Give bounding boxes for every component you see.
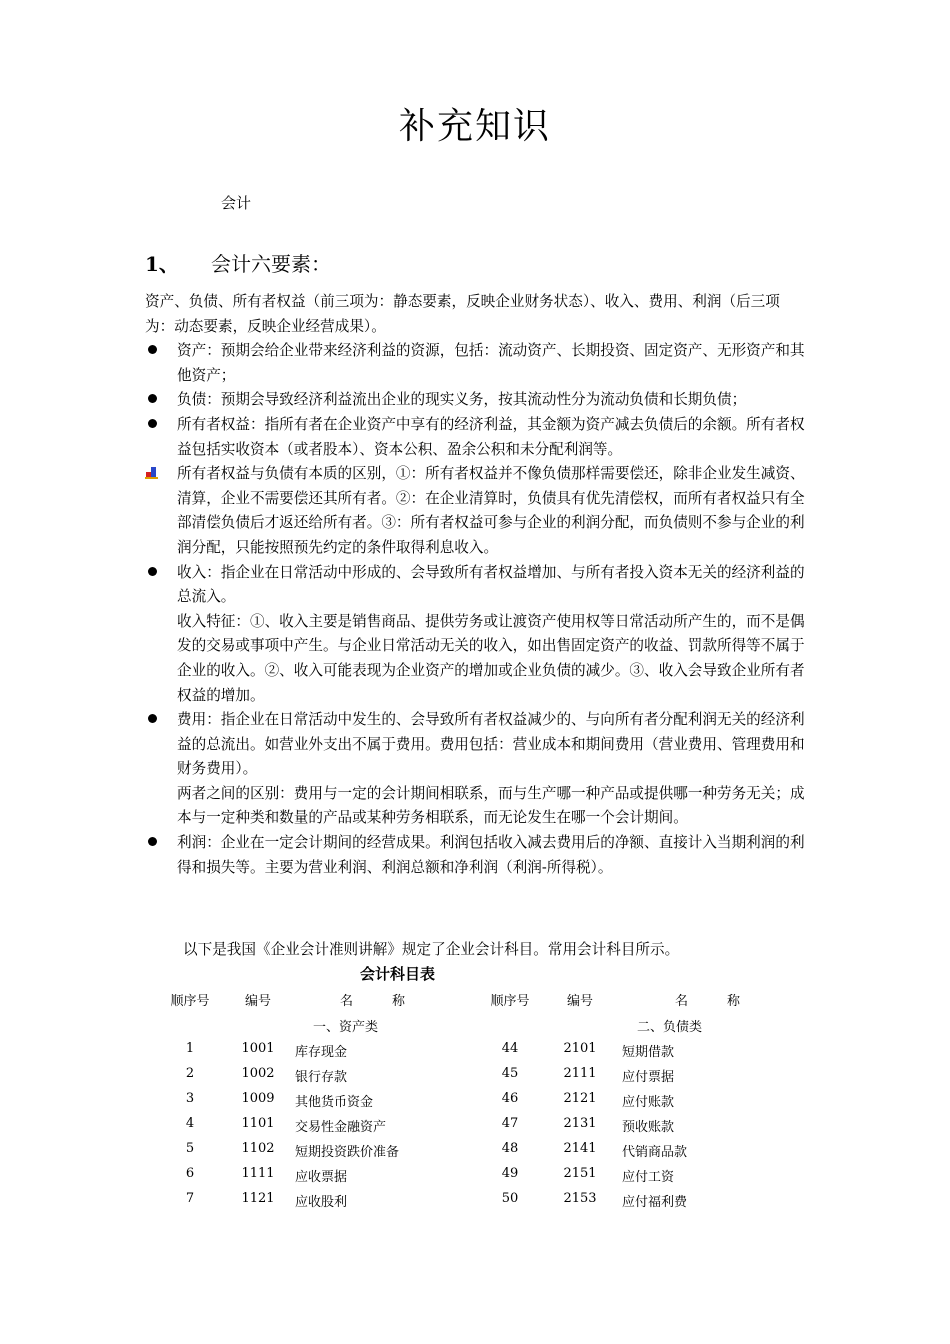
list-item-text: 收入：指企业在日常活动中形成的、会导致所有者权益增加、与所有者投入资本无关的经济利益的总流入。 <box>177 563 805 606</box>
table-intro: 以下是我国《企业会计准则讲解》规定了企业会计科目。常用会计科目所示。 <box>183 941 680 958</box>
cell-name: 库存现金 <box>295 1045 348 1060</box>
cell-seq: 2 <box>185 1066 195 1081</box>
cell-seq: 47 <box>501 1116 519 1131</box>
cell-seq: 4 <box>185 1116 195 1131</box>
table-row <box>0 1166 950 1190</box>
table-row <box>0 1091 950 1115</box>
table-row <box>0 1116 950 1140</box>
header-name: 名 称 <box>675 994 741 1009</box>
bullet-dot-icon <box>145 708 165 733</box>
table-title: 会计科目表 <box>359 965 435 983</box>
cell-code: 2111 <box>563 1066 597 1081</box>
category-liabilities: 二、负债类 <box>637 1020 703 1035</box>
cell-seq: 1 <box>185 1041 195 1056</box>
cell-name: 其他货币资金 <box>295 1095 374 1110</box>
cell-name: 应付票据 <box>622 1070 675 1085</box>
list-item <box>145 561 809 709</box>
element-list <box>145 339 809 880</box>
cell-code: 1101 <box>241 1116 275 1131</box>
list-item-main <box>145 561 809 610</box>
list-item-text: 负债：预期会导致经济利益流出企业的现实义务，按其流动性分为流动负债和长期负债； <box>177 391 747 409</box>
section-number: 1、 <box>145 252 179 276</box>
list-item-text: 资产：预期会给企业带来经济利益的资源，包括：流动资产、长期投资、固定资产、无形资产和其他资产； <box>177 342 805 384</box>
table-row <box>0 1141 950 1165</box>
bullet-dot-icon <box>145 561 165 586</box>
table-row <box>0 1041 950 1065</box>
flag-bullet-icon <box>145 462 165 487</box>
list-item <box>145 339 809 388</box>
bullet-dot-icon <box>145 413 165 438</box>
list-item-note: 收入特征：①、收入主要是销售商品、提供劳务或让渡资产使用权等日常活动所产生的，而不是偶发的交易或事项中产生。与企业日常活动无关的收入，如出售固定资产的收益、罚款所得等不属于企业的收入。②、收入可能表现为企业资产的增加或企业负债的减少。③、收入会导致企业所有者权益的增加。 <box>177 612 805 704</box>
list-item-main <box>145 339 809 388</box>
header-seq: 顺序号 <box>170 994 210 1009</box>
list-item-text: 所有者权益与负债有本质的区别，①：所有者权益并不像负债那样需要偿还，除非企业发生减资、清算，企业不需要偿还其所有者。②：在企业清算时，负债具有优先清偿权，而所有者权益只有全部清偿负债后才返还给所有者。③：所有者权益可参与企业的利润分配，而负债则不参与企业的利润分配，只能按照预先约定的条件取得利息收入。 <box>177 465 805 556</box>
cell-code: 1111 <box>241 1166 275 1181</box>
cell-code: 2121 <box>563 1091 597 1106</box>
category-assets: 一、资产类 <box>313 1020 379 1035</box>
list-item <box>145 388 809 413</box>
cell-seq: 48 <box>501 1141 519 1156</box>
header-name: 名 称 <box>340 994 406 1009</box>
list-item-main <box>145 462 809 560</box>
intro-paragraph: 资产、负债、所有者权益（前三项为：静态要素，反映企业财务状态）、收入、费用、利润（后三项为：动态要素，反映企业经营成果）。 <box>145 293 780 335</box>
list-item-main <box>145 388 809 413</box>
cell-code: 2153 <box>563 1191 597 1206</box>
cell-code: 2131 <box>563 1116 597 1131</box>
list-item-note: 两者之间的区别：费用与一定的会计期间相联系，而与生产哪一种产品或提供哪一种劳务无关；成本与一定种类和数量的产品或某种劳务相联系，而无论发生在哪一个会计期间。 <box>177 784 805 827</box>
cell-seq: 44 <box>501 1041 519 1056</box>
category-row <box>0 1016 950 1040</box>
cell-seq: 50 <box>501 1191 519 1206</box>
list-item <box>145 831 809 880</box>
cell-code: 1102 <box>241 1141 275 1156</box>
bullet-dot-icon <box>145 831 165 856</box>
section-label: 会计六要素： <box>211 252 331 276</box>
header-code: 编号 <box>566 994 593 1009</box>
table-row <box>0 1191 950 1215</box>
bullet-dot-icon <box>145 339 165 364</box>
list-item-text: 费用：指企业在日常活动中发生的、会导致所有者权益减少的、与向所有者分配利润无关的经济利益的总流出。如营业外支出不属于费用。费用包括：营业成本和期间费用（营业费用、管理费用和财务费用）。 <box>177 711 805 778</box>
body-text <box>145 290 809 880</box>
cell-name: 短期投资跌价准备 <box>295 1145 400 1160</box>
cell-code: 2141 <box>563 1141 597 1156</box>
cell-seq: 7 <box>185 1191 195 1206</box>
cell-name: 应付福利费 <box>622 1195 688 1210</box>
cell-seq: 45 <box>501 1066 519 1081</box>
cell-name: 应收票据 <box>295 1170 348 1185</box>
list-item-main <box>145 413 809 462</box>
cell-seq: 46 <box>501 1091 519 1106</box>
cell-seq: 6 <box>185 1166 195 1181</box>
header-seq: 顺序号 <box>490 994 530 1009</box>
cell-code: 2101 <box>563 1041 597 1056</box>
cell-code: 1009 <box>241 1091 275 1106</box>
list-item-text: 所有者权益：指所有者在企业资产中享有的经济利益，其金额为资产减去负债后的余额。所有者权益包括实收资本（或者股本）、资本公积、盈余公积和未分配利润等。 <box>177 415 805 458</box>
list-item <box>145 462 809 560</box>
section-heading <box>145 248 331 277</box>
cell-name: 交易性金融资产 <box>295 1120 387 1135</box>
table-row <box>0 1066 950 1090</box>
list-item-text: 利润：企业在一定会计期间的经营成果。利润包括收入减去费用后的净额、直接计入当期利润的利得和损失等。主要为营业利润、利润总额和净利润（利润-所得税）。 <box>177 834 805 876</box>
cell-name: 预收账款 <box>622 1120 675 1135</box>
cell-name: 应付工资 <box>622 1170 675 1185</box>
cell-seq: 3 <box>185 1091 195 1106</box>
cell-code: 1001 <box>241 1041 275 1056</box>
table-header-row <box>0 990 950 1014</box>
cell-name: 应收股利 <box>295 1195 348 1210</box>
cell-seq: 49 <box>501 1166 519 1181</box>
list-item-main <box>145 831 809 880</box>
cell-name: 银行存款 <box>295 1070 348 1085</box>
subject-label: 会计 <box>221 194 252 212</box>
cell-code: 1121 <box>241 1191 275 1206</box>
cell-name: 短期借款 <box>622 1045 675 1060</box>
cell-name: 代销商品款 <box>622 1145 688 1160</box>
cell-code: 2151 <box>563 1166 597 1181</box>
list-item <box>145 413 809 462</box>
cell-seq: 5 <box>185 1141 195 1156</box>
list-item <box>145 708 809 831</box>
page-title: 补充知识 <box>398 106 551 147</box>
list-item-main <box>145 708 809 782</box>
bullet-dot-icon <box>145 388 165 413</box>
cell-name: 应付账款 <box>622 1095 675 1110</box>
cell-code: 1002 <box>241 1066 275 1081</box>
header-code: 编号 <box>244 994 271 1009</box>
